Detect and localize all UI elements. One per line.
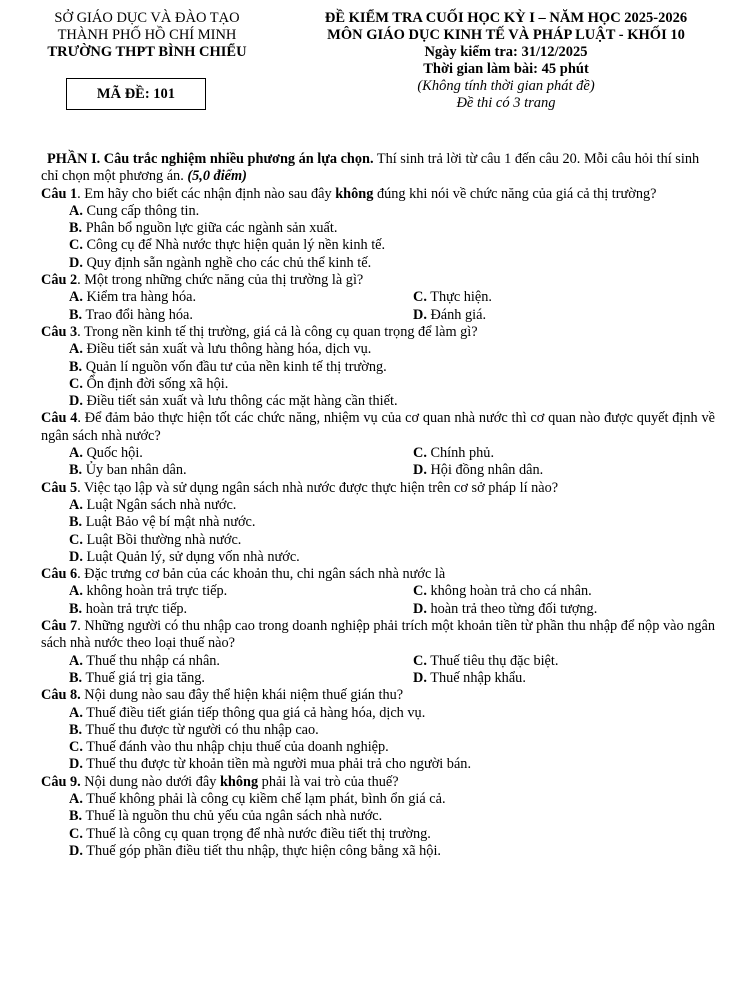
question-text: . Trong nền kinh tế thị trường, giá cả là công cụ quan trọng để làm gì?: [77, 323, 478, 340]
option-8b: B. Thuế thu được từ người có thu nhập cao.: [69, 721, 319, 738]
question-text: . Những người có thu nhập cao trong doanh nghiệp phải trích một khoản tiền từ phần thu nhập để nộp vào ngân sách nhà nước theo loại thuế nào?: [41, 618, 715, 652]
question-4: [41, 410, 715, 445]
option-4a: A. Quốc hội.: [69, 445, 143, 462]
option-1b: B. Phân bổ nguồn lực giữa các ngành sản xuất.: [69, 220, 338, 237]
option-8a: A. Thuế điều tiết gián tiếp thông qua giá cả hàng hóa, dịch vụ.: [69, 704, 426, 721]
header-left: [18, 10, 276, 61]
exam-date: Ngày kiểm tra: 31/12/2025: [424, 44, 588, 60]
question-label: Câu 2: [41, 272, 78, 289]
option-8d: D. Thuế thu được từ khoản tiền mà người mua phải trả cho người bán.: [69, 756, 472, 773]
options-row: [41, 583, 715, 600]
options-row: [41, 601, 715, 618]
option-2b: B. Trao đổi hàng hóa.: [69, 306, 193, 323]
question-text: . Đặc trưng cơ bản của các khoản thu, chi ngân sách nhà nước là: [77, 566, 446, 583]
header-right: [278, 10, 734, 112]
option-9b: B. Thuế là nguồn thu chủ yếu của ngân sách nhà nước.: [69, 808, 383, 825]
question-text: . Để đảm bảo thực hiện tốt các chức năng, nhiệm vụ của cơ quan nhà nước thì cơ quan nào được quyết định về ngân sách nhà nước?: [41, 410, 716, 444]
question-text: phải là vai trò của thuế?: [258, 773, 399, 790]
question-label: Câu 4: [41, 410, 78, 427]
question-3: [41, 324, 715, 341]
option-1c: C. Công cụ để Nhà nước thực hiện quản lý nền kinh tế.: [69, 237, 386, 254]
question-text: Nội dung nào sau đây thể hiện khái niệm thuế gián thu?: [80, 687, 404, 704]
part-1-title: PHẦN I. Câu trắc nghiệm nhiều phương án lựa chọn.: [47, 151, 374, 167]
question-text: đúng khi nói về chức năng của giá cả thị trường?: [373, 185, 657, 202]
question-7: [41, 618, 715, 653]
exam-duration: Thời gian làm bài: 45 phút: [423, 61, 589, 77]
option-7d: D. Thuế nhập khẩu.: [413, 669, 526, 686]
question-text: Nội dung nào dưới đây: [80, 773, 220, 790]
option-3a: A. Điều tiết sản xuất và lưu thông hàng hóa, dịch vụ.: [69, 341, 372, 358]
option-3d: D. Điều tiết sản xuất và lưu thông các mặt hàng cần thiết.: [69, 393, 398, 410]
options-row: [41, 289, 715, 306]
option-1d: D. Quy định sẵn ngành nghề cho các chủ thể kinh tế.: [69, 254, 372, 271]
option-9d: D. Thuế góp phần điều tiết thu nhập, thực hiện công bằng xã hội.: [69, 842, 441, 859]
option-3c: C. Ổn định đời sống xã hội.: [69, 375, 229, 392]
option-2d: D. Đánh giá.: [413, 306, 487, 323]
question-emphasis: không: [335, 185, 374, 202]
question-emphasis: không: [219, 773, 259, 790]
option-9a: A. Thuế không phải là công cụ kiềm chế lạm phát, bình ổn giá cả.: [69, 790, 446, 807]
question-6: [41, 566, 715, 583]
option-7b: B. Thuế giá trị gia tăng.: [69, 669, 205, 686]
exam-content: [41, 151, 715, 860]
school-name: TRƯỜNG THPT BÌNH CHIỂU: [47, 44, 247, 60]
option-6b: B. hoàn trả trực tiếp.: [69, 600, 188, 617]
option-6a: A. không hoàn trả trực tiếp.: [69, 583, 228, 600]
option-2a: A. Kiểm tra hàng hóa.: [69, 289, 197, 306]
question-2: [41, 272, 715, 289]
question-label: Câu 8.: [41, 687, 81, 704]
question-8: [41, 687, 715, 704]
subject-line: MÔN GIÁO DỤC KINH TẾ VÀ PHÁP LUẬT - KHỐI 10: [327, 27, 685, 43]
option-2c: C. Thực hiện.: [413, 289, 492, 306]
part-1-instruction: Thí sinh trả lời từ câu 1 đến câu 20. Mỗi câu hỏi thí sinh chỉ chọn một phương án.: [41, 151, 700, 185]
option-1a: A. Cung cấp thông tin.: [69, 202, 200, 219]
options-row: [41, 445, 715, 462]
question-9: [41, 774, 715, 791]
exam-title: ĐỀ KIỂM TRA CUỐI HỌC KỲ I – NĂM HỌC 2025-2026: [324, 10, 688, 26]
question-label: Câu 3: [41, 323, 78, 340]
question-label: Câu 7: [41, 618, 78, 635]
option-5d: D. Luật Quản lý, sử dụng vốn nhà nước.: [69, 548, 300, 565]
question-text: . Em hãy cho biết các nhận định nào sau đây: [77, 185, 336, 202]
page-count: Đề thi có 3 trang: [456, 95, 556, 111]
option-6c: C. không hoàn trả cho cá nhân.: [413, 583, 592, 600]
department-line-1: SỞ GIÁO DỤC VÀ ĐÀO TẠO: [54, 10, 240, 26]
time-note: (Không tính thời gian phát đề): [417, 78, 595, 94]
option-5b: B. Luật Bảo vệ bí mật nhà nước.: [69, 514, 256, 531]
question-label: Câu 5: [41, 479, 78, 496]
question-text: . Một trong những chức năng của thị trường là gì?: [77, 272, 364, 289]
options-row: [41, 307, 715, 324]
option-5a: A. Luật Ngân sách nhà nước.: [69, 496, 237, 513]
option-7c: C. Thuế tiêu thụ đặc biệt.: [413, 652, 559, 669]
options-row: [41, 653, 715, 670]
department-line-2: THÀNH PHỐ HỒ CHÍ MINH: [57, 27, 237, 43]
option-4b: B. Ủy ban nhân dân.: [69, 462, 187, 479]
part-1-intro: [41, 151, 715, 186]
question-label: Câu 9.: [41, 773, 81, 790]
question-label: Câu 6: [41, 566, 78, 583]
option-6d: D. hoàn trả theo từng đối tượng.: [413, 600, 598, 617]
question-text: . Việc tạo lập và sử dụng ngân sách nhà nước được thực hiện trên cơ sở pháp lí nào?: [77, 479, 559, 496]
option-7a: A. Thuế thu nhập cá nhân.: [69, 652, 221, 669]
option-8c: C. Thuế đánh vào thu nhập chịu thuế của doanh nghiệp.: [69, 739, 389, 756]
option-4d: D. Hội đồng nhân dân.: [413, 462, 544, 479]
exam-code-box: MÃ ĐỀ: 101: [66, 78, 206, 110]
option-4c: C. Chính phủ.: [413, 445, 495, 462]
part-1-points: (5,0 điểm): [187, 168, 247, 185]
question-1: [41, 186, 715, 203]
option-3b: B. Quản lí nguồn vốn đầu tư của nền kinh tế thị trường.: [69, 358, 387, 375]
options-row: [41, 670, 715, 687]
question-label: Câu 1: [41, 185, 78, 202]
options-row: [41, 462, 715, 479]
option-5c: C. Luật Bồi thường nhà nước.: [69, 531, 242, 548]
option-9c: C. Thuế là công cụ quan trọng để nhà nước điều tiết thị trường.: [69, 825, 431, 842]
question-5: [41, 480, 715, 497]
